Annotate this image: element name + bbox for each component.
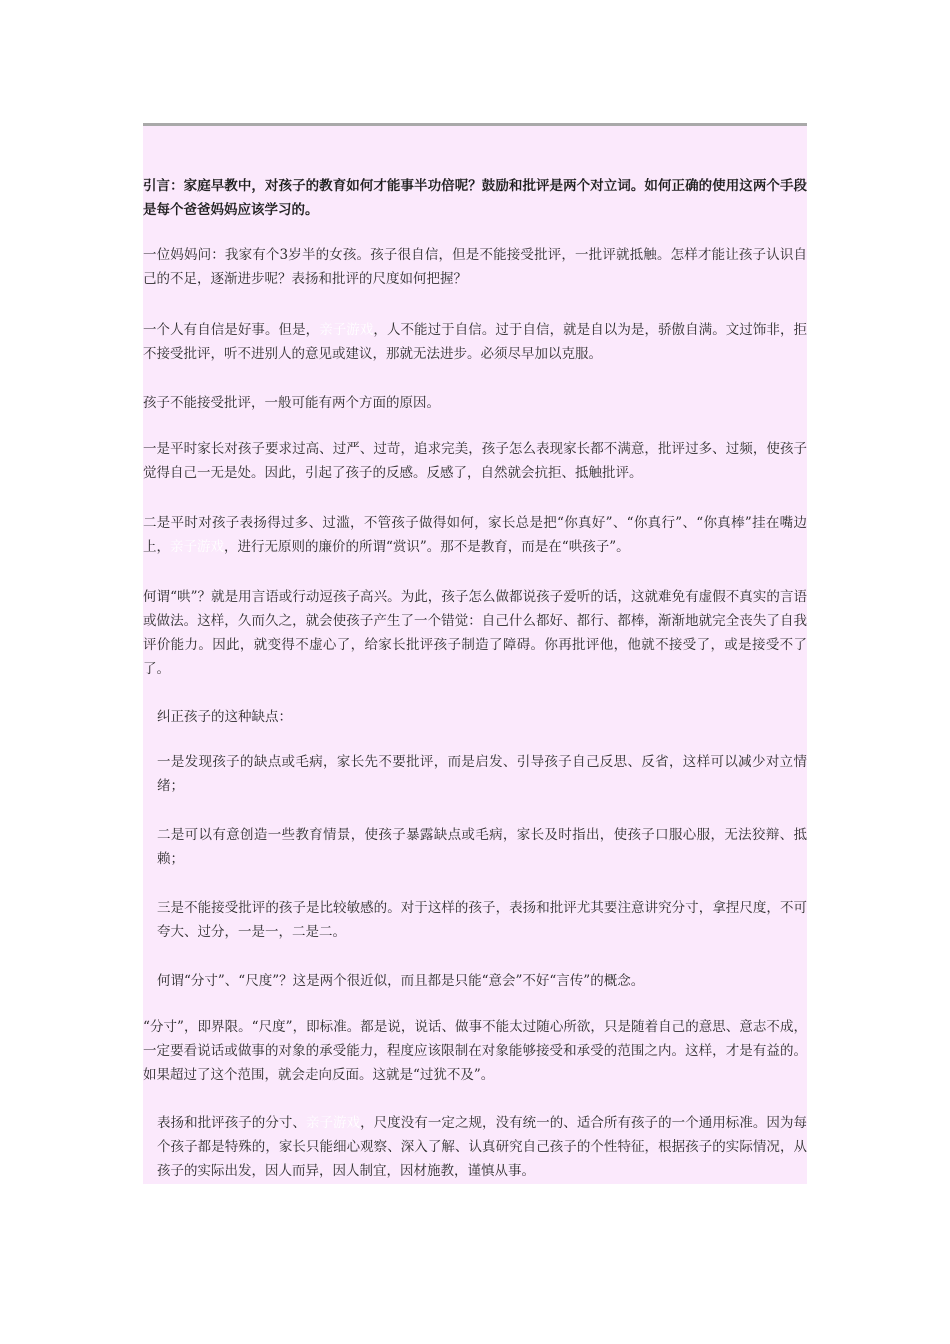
watermark-text: 亲子游戏 bbox=[305, 1115, 361, 1131]
paragraph-correction-heading: 纠正孩子的这种缺点： bbox=[157, 709, 292, 725]
paragraph-confidence bbox=[143, 318, 807, 366]
paragraph-reason-one: 一是平时家长对孩子要求过高、过严、过苛，追求完美，孩子怎么表现家长都不满意，批评过多、过频，使孩子觉得自己一无是处。因此，引起了孩子的反感。反感了，自然就会抗拒、抵触批评。 bbox=[143, 441, 807, 481]
paragraph-method-two: 二是可以有意创造一些教育情景，使孩子暴露缺点或毛病，家长及时指出，使孩子口服心服，无法狡辩、抵赖； bbox=[157, 827, 807, 867]
paragraph-reason-two bbox=[143, 511, 807, 559]
paragraph-measure-definition: “分寸”，即界限。“尺度”，即标准。都是说，说话、做事不能太过随心所欲，只是随着自己的意思、意志不成，一定要看说话或做事的对象的承受能力，程度应该限制在对象能够接受和承受的范围之内。这样，才是有益的。如果超过了这个范围，就会走向反面。这就是“过犹不及”。 bbox=[143, 1019, 807, 1083]
intro-paragraph: 引言：家庭早教中，对孩子的教育如何才能事半功倍呢？鼓励和批评是两个对立词。如何正确的使用这两个手段是每个爸爸妈妈应该学习的。 bbox=[143, 178, 807, 218]
watermark-text: 亲子游戏 bbox=[170, 539, 224, 555]
paragraph-conclusion bbox=[143, 1111, 807, 1183]
paragraph-method-one: 一是发现孩子的缺点或毛病，家长先不要批评，而是启发、引导孩子自己反思、反省，这样可以减少对立情绪； bbox=[157, 754, 807, 794]
paragraph-measure-question: 何谓“分寸”、“尺度”？这是两个很近似，而且都是只能“意会”不好“言传”的概念。 bbox=[157, 973, 645, 989]
paragraph-text: 一个人有自信是好事。但是， bbox=[143, 322, 320, 338]
paragraph-text: ，尺度没有一定之规，没有统一的、适合所有孩子的一个通用标准。因为每个孩子都是特殊的，家长只能细心观察、深入了解、认真研究自己孩子的个性特征，根据孩子的实际情况，从孩子的实际出发，因人而异，因人制宜，因材施教，谨慎从事。 bbox=[157, 1115, 808, 1179]
paragraph-text: ，人不能过于自信。过于自信，就是自以为是，骄傲自满。文过饰非，拒不接受批评，听不进别人的意见或建议，那就无法进步。必须尽早加以克服。 bbox=[143, 322, 808, 362]
paragraph-two-reasons: 孩子不能接受批评，一般可能有两个方面的原因。 bbox=[143, 395, 440, 411]
paragraph-coaxing: 何谓“哄”？就是用言语或行动逗孩子高兴。为此，孩子怎么做都说孩子爱听的话，这就难免有虚假不真实的言语或做法。这样，久而久之，就会使孩子产生了一个错觉：自己什么都好、都行、都棒，渐渐地就完全丧失了自我评价能力。因此，就变得不虚心了，给家长批评孩子制造了障碍。你再批评他，他就不接受了，或是接受不了了。 bbox=[143, 589, 807, 677]
paragraph-method-three: 三是不能接受批评的孩子是比较敏感的。对于这样的孩子，表扬和批评尤其要注意讲究分寸，拿捏尺度，不可夸大、过分，一是一，二是二。 bbox=[157, 900, 807, 940]
paragraph-text: 表扬和批评孩子的分寸、 bbox=[157, 1115, 306, 1131]
paragraph-text: ，进行无原则的廉价的所谓“赏识”。那不是教育，而是在“哄孩子”。 bbox=[224, 539, 630, 555]
question-paragraph: 一位妈妈问：我家有个3岁半的女孩。孩子很自信，但是不能接受批评，一批评就抵触。怎样才能让孩子认识自己的不足，逐渐进步呢？表扬和批评的尺度如何把握？ bbox=[143, 247, 807, 287]
paragraph-text: 二是平时对孩子表扬得过多、过滥，不管孩子做得如何，家长总是把“你真好”、“你真行”、“你真棒”挂在嘴边上， bbox=[143, 515, 807, 555]
watermark-text: 亲子游戏 bbox=[319, 322, 374, 338]
